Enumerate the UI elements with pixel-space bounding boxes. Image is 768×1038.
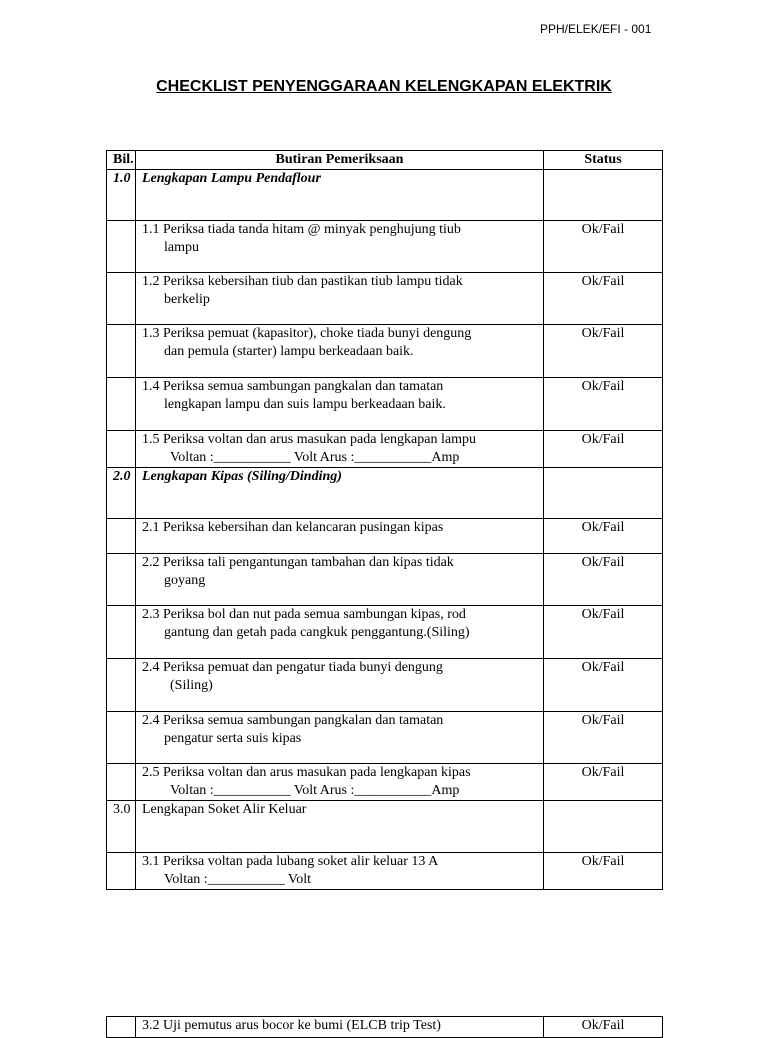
header-bil: Bil. — [107, 151, 136, 170]
table-row — [107, 378, 663, 431]
section-status-cell — [544, 170, 663, 221]
status-cell: Ok/Fail — [544, 554, 663, 606]
table-row — [107, 764, 663, 801]
item-description — [136, 659, 544, 712]
item-line2: lengkapan lampu dan suis lampu berkeadaan baik. — [164, 397, 446, 412]
section-number: 3.0 — [107, 801, 136, 853]
section-status-cell — [544, 468, 663, 519]
table-row — [107, 273, 663, 325]
item-description — [136, 712, 544, 764]
section-number: 1.0 — [107, 170, 136, 221]
table-row — [107, 554, 663, 606]
status-cell: Ok/Fail — [544, 378, 663, 431]
status-cell: Ok/Fail — [544, 1017, 663, 1038]
bil-cell — [107, 273, 136, 325]
table-row — [107, 853, 663, 890]
item-description — [136, 221, 544, 273]
section-title: Lengkapan Lampu Pendaflour — [136, 170, 544, 221]
item-line2: Voltan :___________ Volt Arus :___________Amp — [170, 783, 460, 798]
item-line2: dan pemula (starter) lampu berkeadaan baik. — [164, 344, 414, 359]
table-row — [107, 606, 663, 659]
header-status: Status — [544, 151, 663, 170]
table-header-row — [107, 151, 663, 170]
bil-cell — [107, 1017, 136, 1038]
bil-cell — [107, 325, 136, 378]
item-description — [136, 606, 544, 659]
status-cell: Ok/Fail — [544, 764, 663, 801]
item-line1: 2.3 Periksa bol dan nut pada semua sambungan kipas, rod — [142, 607, 466, 622]
item-line2: gantung dan getah pada cangkuk penggantung.(Siling) — [164, 625, 470, 640]
section-title: Lengkapan Soket Alir Keluar — [136, 801, 544, 853]
item-description — [136, 764, 544, 801]
page-title: CHECKLIST PENYENGGARAAN KELENGKAPAN ELEKTRIK — [156, 78, 612, 95]
item-line1: 2.1 Periksa kebersihan dan kelancaran pusingan kipas — [142, 520, 444, 535]
item-line1: 1.2 Periksa kebersihan tiub dan pastikan tiub lampu tidak — [142, 274, 463, 289]
item-description — [136, 853, 544, 890]
status-cell: Ok/Fail — [544, 325, 663, 378]
item-description — [136, 273, 544, 325]
header-butiran: Butiran Pemeriksaan — [136, 151, 544, 170]
item-line1: 1.3 Periksa pemuat (kapasitor), choke tiada bunyi dengung — [142, 326, 472, 341]
bil-cell — [107, 221, 136, 273]
table-row — [107, 1017, 663, 1038]
item-line2: Voltan :___________ Volt — [164, 872, 312, 887]
bil-cell — [107, 554, 136, 606]
status-cell: Ok/Fail — [544, 606, 663, 659]
section-number: 2.0 — [107, 468, 136, 519]
item-line2: goyang — [164, 573, 206, 588]
bil-cell — [107, 764, 136, 801]
item-description — [136, 519, 544, 554]
next-page-table — [106, 1016, 663, 1038]
item-line2: pengatur serta suis kipas — [164, 731, 302, 746]
item-line2: Voltan :___________ Volt Arus :___________Amp — [170, 450, 460, 465]
checklist-table — [106, 150, 663, 890]
section-row — [107, 170, 663, 221]
section-status-cell — [544, 801, 663, 853]
table-row — [107, 431, 663, 468]
item-line2: lampu — [164, 240, 199, 255]
item-line1: 1.5 Periksa voltan dan arus masukan pada lengkapan lampu — [142, 432, 476, 447]
bil-cell — [107, 519, 136, 554]
item-line2: (Siling) — [170, 678, 213, 693]
section-row — [107, 468, 663, 519]
table-row — [107, 712, 663, 764]
item-line1: 2.4 Periksa pemuat dan pengatur tiada bunyi dengung — [142, 660, 443, 675]
bil-cell — [107, 606, 136, 659]
table-row — [107, 659, 663, 712]
status-cell: Ok/Fail — [544, 659, 663, 712]
item-line1: 2.2 Periksa tali pengantungan tambahan dan kipas tidak — [142, 555, 454, 570]
status-cell: Ok/Fail — [544, 853, 663, 890]
bil-cell — [107, 853, 136, 890]
status-cell: Ok/Fail — [544, 221, 663, 273]
item-line1: 2.5 Periksa voltan dan arus masukan pada lengkapan kipas — [142, 765, 471, 780]
item-description — [136, 378, 544, 431]
status-cell: Ok/Fail — [544, 712, 663, 764]
status-cell: Ok/Fail — [544, 519, 663, 554]
bil-cell — [107, 712, 136, 764]
status-cell: Ok/Fail — [544, 273, 663, 325]
item-line2: berkelip — [164, 292, 210, 307]
item-description — [136, 554, 544, 606]
bil-cell — [107, 659, 136, 712]
document-reference: PPH/ELEK/EFI - 001 — [540, 22, 652, 36]
table-row — [107, 325, 663, 378]
section-title: Lengkapan Kipas (Siling/Dinding) — [136, 468, 544, 519]
status-cell: Ok/Fail — [544, 431, 663, 468]
bil-cell — [107, 431, 136, 468]
item-line1: 1.1 Periksa tiada tanda hitam @ minyak penghujung tiub — [142, 222, 461, 237]
table-row — [107, 519, 663, 554]
item-description: 3.2 Uji pemutus arus bocor ke bumi (ELCB trip Test) — [136, 1017, 544, 1038]
section-row — [107, 801, 663, 853]
item-line1: 2.4 Periksa semua sambungan pangkalan dan tamatan — [142, 713, 444, 728]
item-line1: 1.4 Periksa semua sambungan pangkalan dan tamatan — [142, 379, 444, 394]
item-line1: 3.1 Periksa voltan pada lubang soket alir keluar 13 A — [142, 854, 439, 869]
item-description — [136, 325, 544, 378]
table-row — [107, 221, 663, 273]
bil-cell — [107, 378, 136, 431]
item-description — [136, 431, 544, 468]
